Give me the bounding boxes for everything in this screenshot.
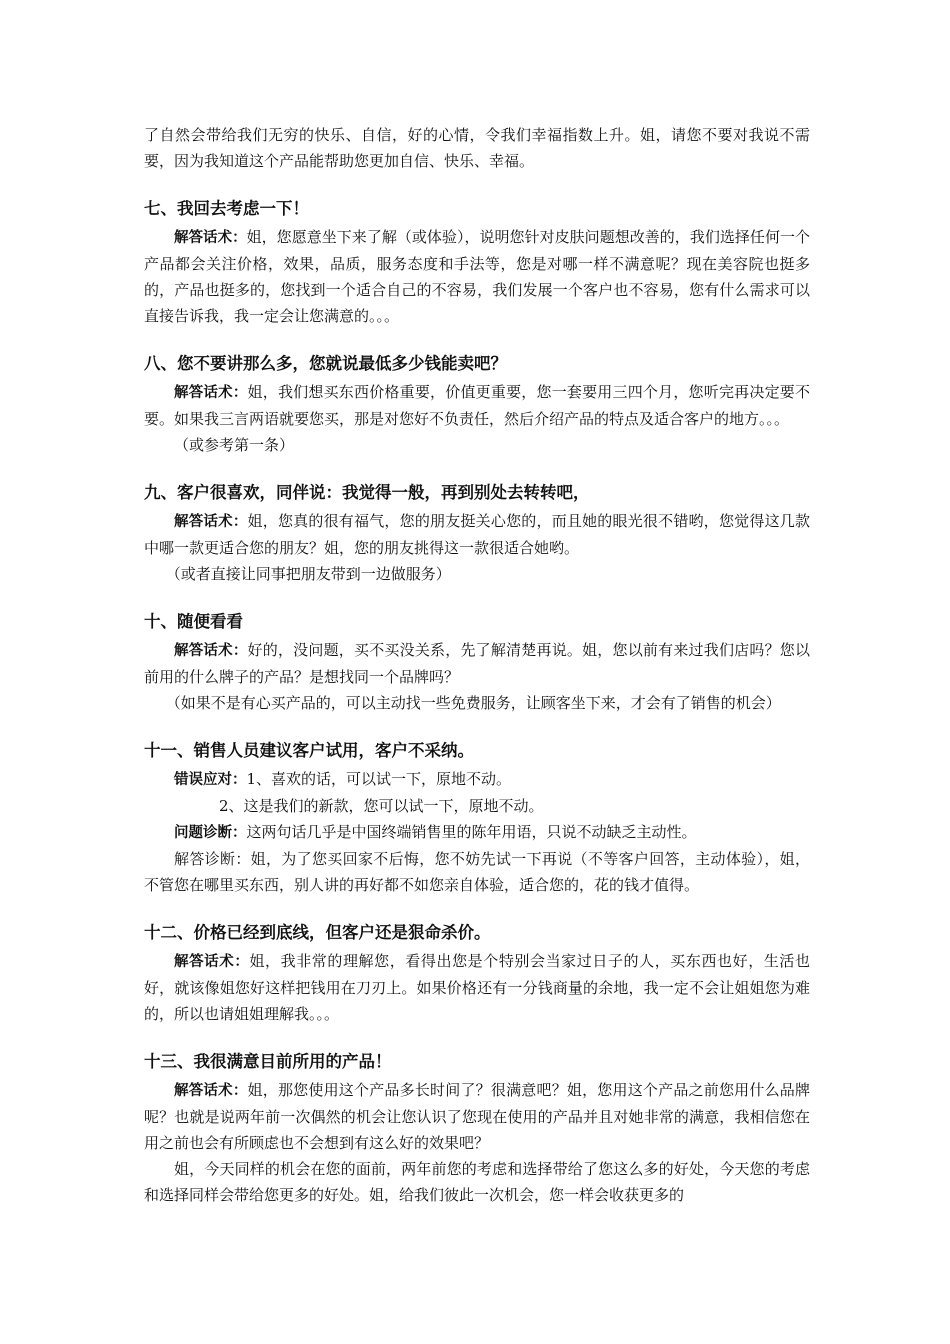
- section-10-note: （如果不是有心买产品的，可以主动找一些免费服务，让顾客坐下来，才会有了销售的机会）: [165, 694, 781, 712]
- answer-label: 解答话术：: [174, 385, 248, 401]
- section-11-wrong-1: [144, 766, 810, 793]
- section-13: [144, 1049, 810, 1208]
- section-8-note: （或参考第一条）: [174, 436, 295, 454]
- section-9-note: （或者直接让同事把朋友带到一边做服务）: [165, 565, 451, 583]
- section-8: [144, 351, 810, 458]
- section-7-answer: [144, 224, 810, 329]
- wrong-response-label: 错误应对：: [174, 772, 247, 788]
- section-12-title: 十二、价格已经到底线，但客户还是狠命杀价。: [144, 923, 491, 942]
- answer-label: 解答话术：: [174, 230, 247, 246]
- answer-label: 解答话术：: [174, 1083, 248, 1099]
- answer-label: 解答话术：: [174, 954, 250, 970]
- section-11-wrong-2: 2、这是我们的新款，您可以试一下，原地不动。: [219, 797, 544, 815]
- section-13-paragraph-2: 姐，今天同样的机会在您的面前，两年前您的考虑和选择带给了您这么多的好处，今天您的考虑和选择同样会带给您更多的好处。姐，给我们彼此一次机会，您一样会收获更多的: [144, 1160, 810, 1204]
- section-12-answer: [144, 948, 810, 1027]
- diagnosis-label: 问题诊断：: [174, 825, 247, 841]
- section-7-title: 七、我回去考虑一下！: [144, 199, 309, 218]
- section-9: [144, 480, 810, 587]
- section-8-title: 八、您不要讲那么多，您就说最低多少钱能卖吧？: [144, 354, 507, 373]
- document-page: [144, 122, 810, 1208]
- section-10: [144, 609, 810, 716]
- answer-text: 姐，我们想买东西价格重要，价值更重要，您一套要用三四个月，您听完再决定要不要。如果我三言两语就要您买，那是对您好不负责任，然后介绍产品的特点及适合客户的地方。。。: [144, 383, 811, 428]
- section-11-answer: 解答诊断：姐，为了您买回家不后悔，您不妨先试一下再说（不等客户回答，主动体验），姐，不管您在哪里买东西，别人讲的再好都不如您亲自体验，适合您的，花的钱才值得。: [144, 850, 810, 894]
- answer-text: 姐，我非常的理解您，看得出您是个特别会当家过日子的人，买东西也好，生活也好，就该像姐您好这样把钱用在刀刃上。如果价格还有一分钱商量的余地，我一定不会让姐姐您为难的，所以也请姐姐理解我。。。: [144, 952, 810, 1023]
- section-12: [144, 920, 810, 1027]
- answer-text: 姐，您真的很有福气，您的朋友挺关心您的，而且她的眼光很不错哟，您觉得这几款中哪一款更适合您的朋友？姐，您的朋友挑得这一款很适合她哟。: [144, 512, 811, 557]
- section-13-answer: [144, 1077, 810, 1156]
- section-11: [144, 738, 810, 898]
- answer-text: 姐，那您使用这个产品多长时间了？很满意吧？姐，您用这个产品之前您用什么品牌呢？也就是说两年前一次偶然的机会让您认识了您现在使用的产品并且对她非常的满意，我相信您在用之前也会有所顾虑也不会想到有这么好的效果吧？: [144, 1081, 811, 1152]
- section-9-answer: [144, 508, 810, 561]
- answer-text: 好的，没问题，买不买没关系，先了解清楚再说。姐，您以前有来过我们店吗？您以前用的什么牌子的产品？是想找同一个品牌吗？: [144, 641, 811, 686]
- intro-paragraph: 了自然会带给我们无穷的快乐、自信，好的心情，令我们幸福指数上升。姐，请您不要对我说不需要，因为我知道这个产品能帮助您更加自信、快乐、幸福。: [144, 126, 810, 170]
- section-10-title: 十、随便看看: [144, 612, 243, 631]
- answer-text: 姐，您愿意坐下来了解（或体验），说明您针对皮肤问题想改善的，我们选择任何一个产品都会关注价格，效果，品质，服务态度和手法等，您是对哪一样不满意呢？现在美容院也挺多的，产品也挺多的，您找到一个适合自己的不容易，我们发展一个客户也不容易，您有什么需求可以直接告诉我，我一定会让您满意的。。。: [144, 228, 810, 325]
- section-9-title: 九、客户很喜欢，同伴说：我觉得一般，再到别处去转转吧，: [144, 483, 590, 502]
- section-11-diagnosis: [144, 819, 810, 846]
- answer-label: 解答话术：: [174, 514, 248, 530]
- section-11-title: 十一、销售人员建议客户试用，客户不采纳。: [144, 741, 474, 760]
- section-8-answer: [144, 379, 810, 432]
- wrong-response-text: 1、喜欢的话，可以试一下，原地不动。: [246, 770, 512, 788]
- section-10-answer: [144, 637, 810, 690]
- diagnosis-text: 这两句话几乎是中国终端销售里的陈年用语，只说不动缺乏主动性。: [246, 823, 697, 841]
- section-7: [144, 196, 810, 329]
- answer-label: 解答话术：: [174, 643, 248, 659]
- section-13-title: 十三、我很满意目前所用的产品！: [144, 1052, 392, 1071]
